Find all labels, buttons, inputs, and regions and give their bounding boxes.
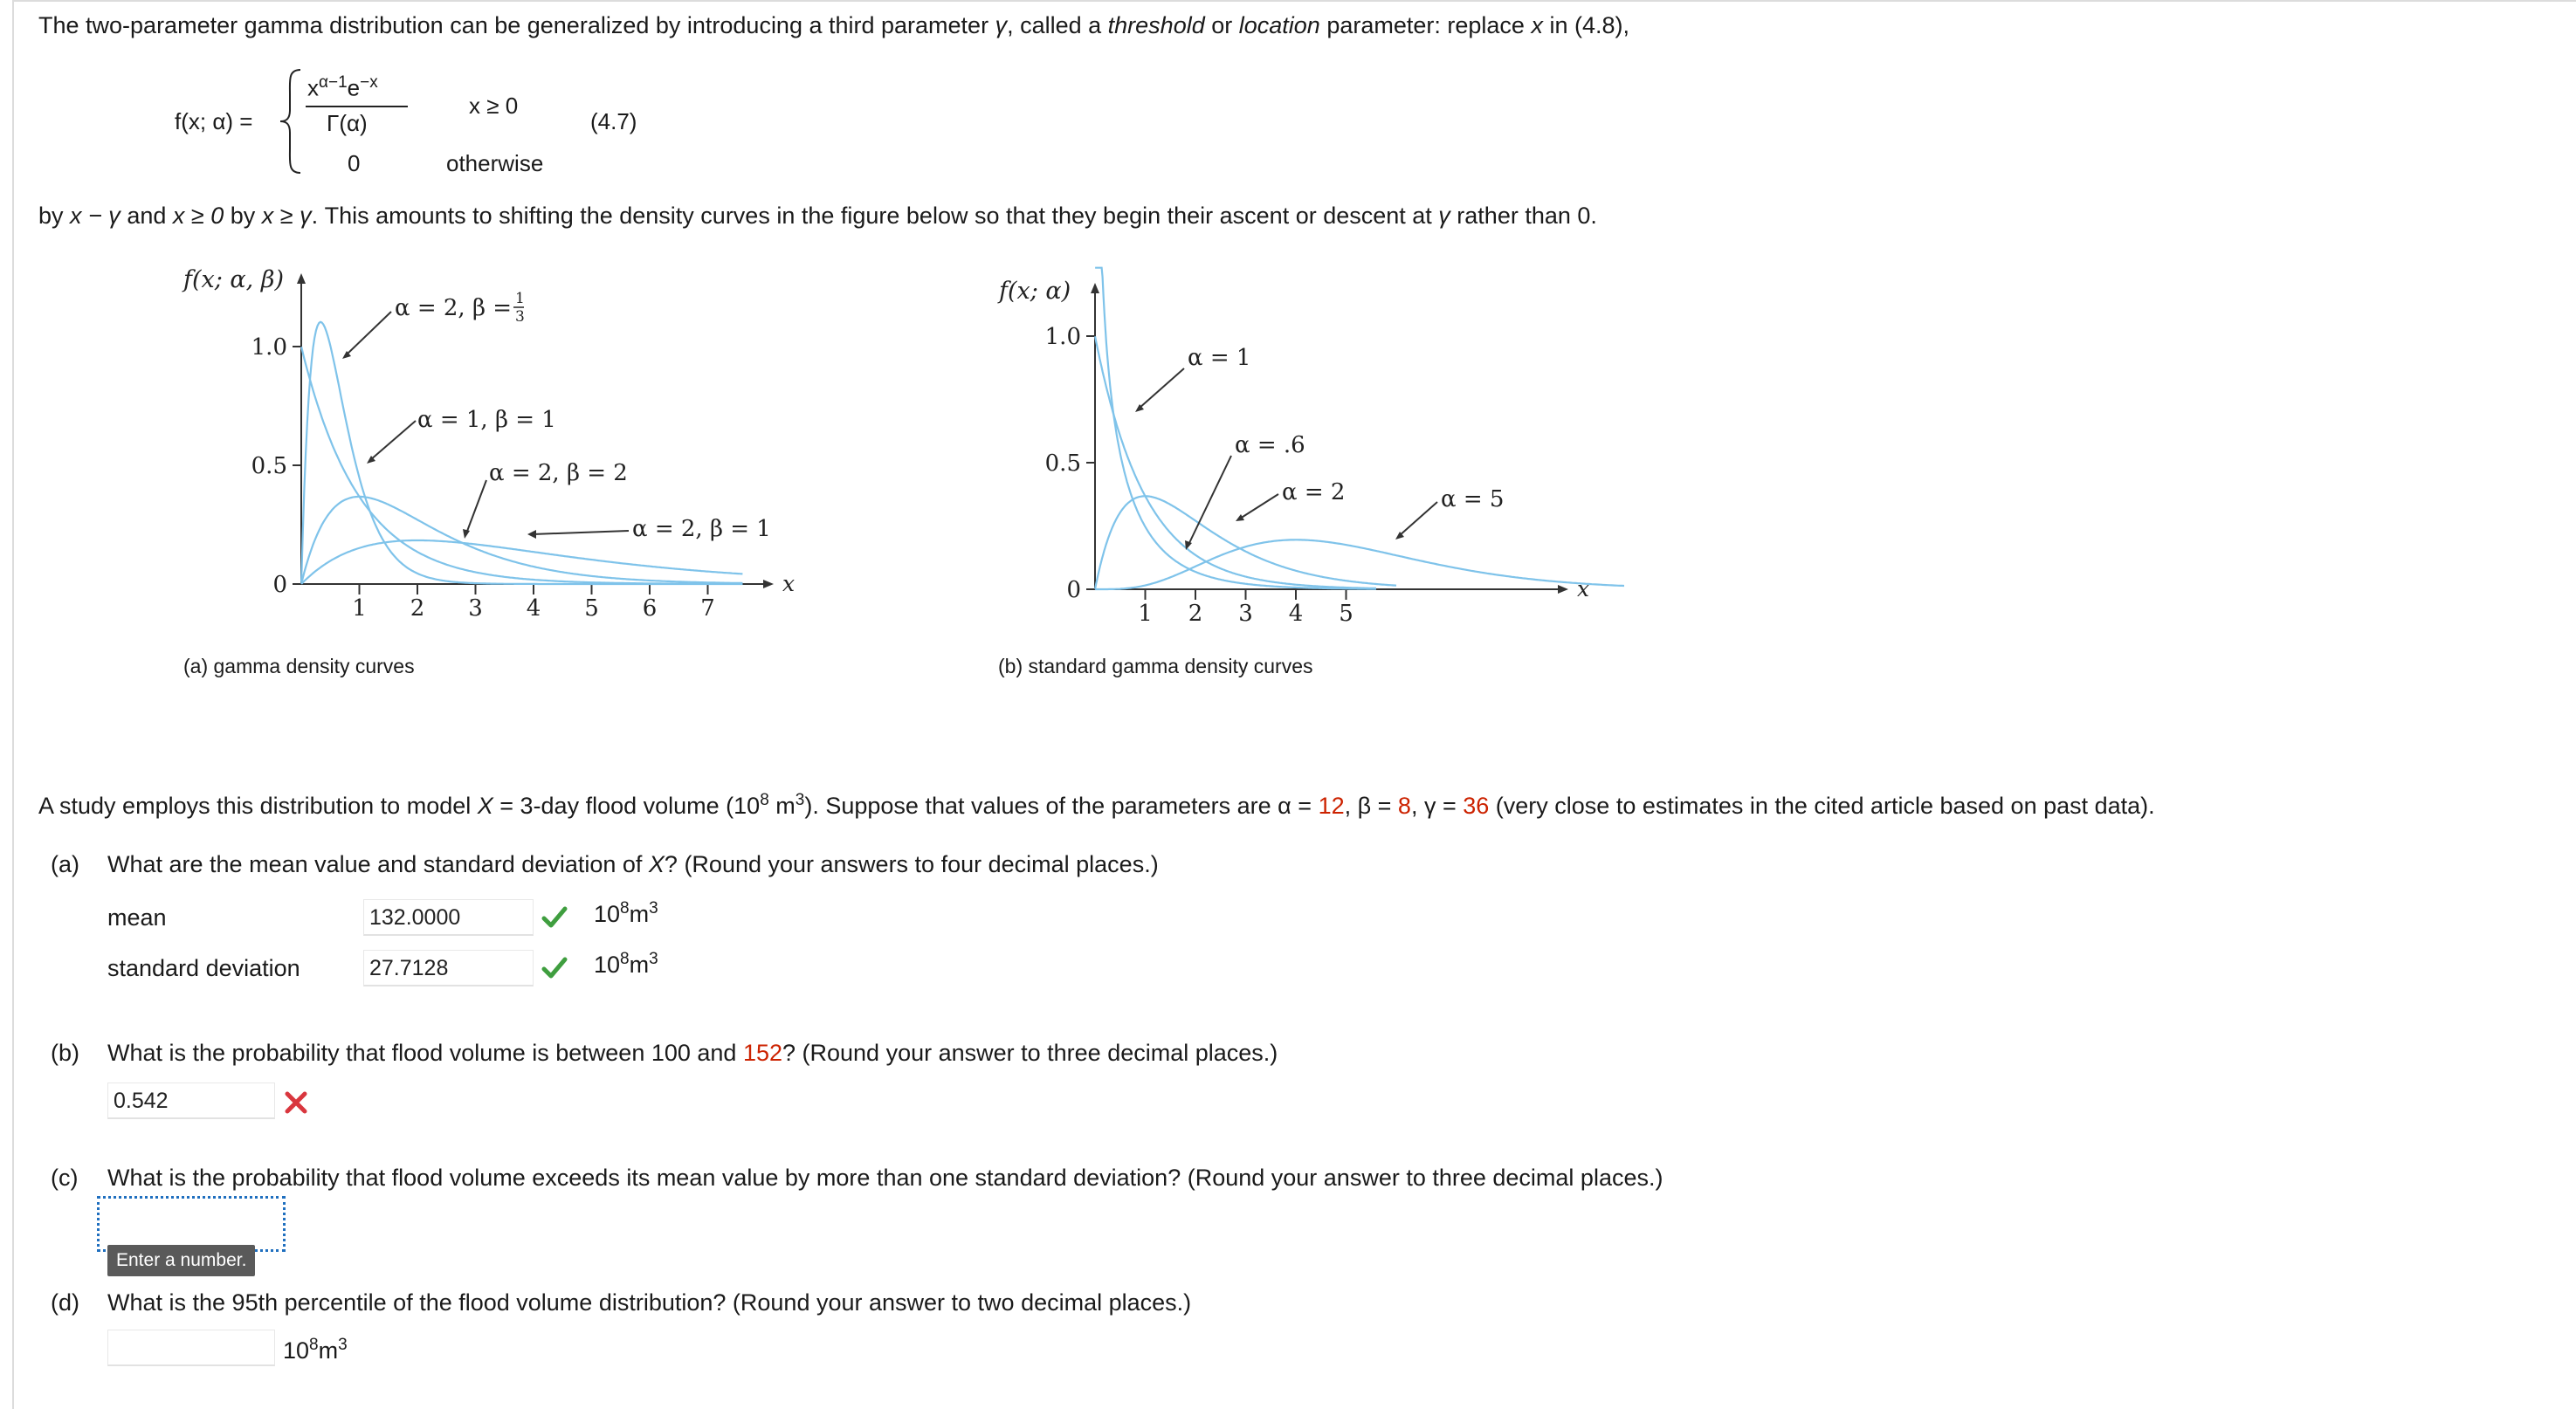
left-brace — [278, 68, 304, 175]
mean-label: mean — [107, 904, 167, 931]
curve-alpha2-beta-third — [301, 322, 742, 584]
fig-a-y-tick-label: 1.0 — [251, 334, 287, 361]
fig-a-arrowhead-4 — [527, 530, 536, 539]
question-b-text — [107, 1040, 1278, 1067]
study-part: = 3-day flood volume (10 — [492, 793, 761, 819]
num-e: e — [347, 74, 361, 101]
fig-a-y-arrow — [297, 273, 306, 284]
fig-b-arrowhead-2 — [1185, 540, 1192, 550]
sd-unit — [594, 950, 658, 979]
beta-value: 8 — [1397, 793, 1411, 819]
fig-a-label-1-num: 1 — [515, 290, 525, 307]
sd-input[interactable]: 27.7128 — [363, 950, 534, 986]
question-c-label: (c) — [51, 1165, 79, 1191]
qa-part: What are the mean value and standard deviation of — [107, 851, 649, 877]
fig-b-y-tick-label: 1.0 — [1044, 324, 1081, 350]
check-icon — [541, 905, 568, 930]
sd-label: standard deviation — [107, 955, 300, 981]
shift-text — [38, 203, 1597, 230]
fig-b-xlabel: x — [1577, 576, 1590, 601]
question-a-text — [107, 851, 1159, 878]
curve-std-alpha2 — [1095, 496, 1396, 588]
question-b-label: (b) — [51, 1040, 79, 1066]
formula-denominator: Γ(α) — [327, 110, 368, 136]
gamma-symbol: γ — [1438, 203, 1450, 229]
fig-a-caption: (a) gamma density curves — [183, 655, 415, 677]
var-x: x — [1531, 12, 1543, 38]
term-threshold: threshold — [1107, 12, 1205, 38]
fig-a-x-tick-label: 5 — [584, 595, 599, 622]
study-statement — [38, 791, 2155, 820]
unit-exp3: 3 — [649, 950, 658, 968]
unit-exp8: 8 — [309, 1336, 319, 1354]
fig-b-x-arrow — [1558, 585, 1568, 594]
gamma-symbol: γ — [995, 12, 1008, 38]
mean-unit — [594, 899, 658, 928]
fig-a-label-4: α = 2, β = 1 — [632, 516, 771, 542]
formula-condition-2: otherwise — [446, 150, 544, 176]
fig-b-x-ticks — [1138, 589, 1353, 627]
fig-b-label-1: α = 1 — [1188, 345, 1251, 371]
fig-b-caption: (b) standard gamma density curves — [998, 655, 1313, 677]
alpha-label: α = — [1278, 793, 1319, 819]
cross-icon — [284, 1090, 308, 1115]
fig-a-xlabel: x — [782, 571, 796, 596]
fig-a-curves — [301, 322, 742, 584]
unit-m: m — [318, 1337, 339, 1364]
formula-numerator — [307, 73, 378, 102]
figure-b-standard-gamma-curves — [987, 262, 1624, 646]
num-e-exp: −x — [360, 73, 378, 92]
fig-a-y-ticks — [251, 334, 301, 598]
fig-a-arrow-2 — [370, 421, 416, 460]
unit-m: m — [629, 901, 650, 927]
beta-label: , β = — [1344, 793, 1398, 819]
input-tooltip: Enter a number. — [107, 1245, 255, 1276]
study-part: m — [768, 793, 796, 819]
prob-c-input[interactable] — [97, 1196, 286, 1252]
question-a — [51, 851, 79, 878]
fig-a-label-2: α = 1, β = 1 — [417, 407, 556, 433]
intro-part: parameter: replace — [1319, 12, 1532, 38]
fig-b-x-tick-label: 3 — [1238, 601, 1253, 627]
fig-a-arrowhead-3 — [463, 529, 470, 539]
fig-b-x-tick-label: 1 — [1138, 601, 1153, 627]
unit-exp3: 3 — [338, 1336, 348, 1354]
fig-b-y-ticks — [1045, 324, 1095, 603]
percentile-unit — [283, 1336, 348, 1364]
shift-part: . This amounts to shifting the density curves in the figure below so that they begin their ascent or descent at — [311, 203, 1439, 229]
fig-a-x-tick-label: 3 — [468, 595, 483, 622]
figure-a-gamma-curves — [166, 258, 830, 642]
study-part: (very close to estimates in the cited article based on past data). — [1489, 793, 2155, 819]
fig-a-x-ticks — [352, 584, 715, 622]
shift-part: by — [38, 203, 71, 229]
alpha-value: 12 — [1318, 793, 1345, 819]
fig-b-y-tick-label: 0 — [1066, 577, 1081, 603]
fig-b-x-tick-label: 5 — [1339, 601, 1353, 627]
fig-a-x-arrow — [763, 580, 774, 588]
fig-a-label-1-den: 3 — [515, 308, 525, 326]
num-exp: α−1 — [319, 73, 348, 92]
curve-alpha2-beta2 — [301, 540, 742, 584]
shift-part: and — [120, 203, 173, 229]
sup-3: 3 — [795, 791, 805, 809]
study-part: A study employs this distribution to model — [38, 793, 478, 819]
fig-a-x-tick-label: 6 — [642, 595, 658, 622]
fig-b-arrow-1 — [1139, 368, 1184, 409]
fig-b-arrow-4 — [1399, 502, 1437, 536]
fig-b-label-2: α = .6 — [1235, 432, 1305, 458]
num-x: x — [307, 74, 319, 101]
unit-base: 10 — [283, 1337, 310, 1364]
fig-b-y-tick-label: 0.5 — [1044, 450, 1081, 477]
fig-a-x-tick-label: 7 — [700, 595, 715, 622]
fig-b-y-arrow — [1091, 283, 1099, 293]
fig-a-ylabel: f(x; α, β) — [183, 266, 284, 293]
fig-b-x-tick-label: 4 — [1288, 601, 1304, 627]
fig-b-ylabel: f(x; α) — [999, 278, 1071, 305]
gamma-value: 36 — [1463, 793, 1490, 819]
intro-text — [38, 12, 1629, 39]
check-icon — [541, 956, 568, 980]
fig-b-label-3: α = 2 — [1282, 479, 1346, 505]
prob-b-input[interactable]: 0.542 — [107, 1083, 275, 1119]
qb-part: What is the probability that flood volume is between 100 and — [107, 1040, 743, 1066]
mean-input[interactable]: 132.0000 — [363, 899, 534, 936]
question-c-text: What is the probability that flood volume exceeds its mean value by more than one standard deviation? (Round your answer to three decimal places.) — [107, 1165, 1663, 1191]
qa-part: ? (Round your answers to four decimal places.) — [664, 851, 1159, 877]
unit-base: 10 — [594, 952, 621, 978]
fig-a-x-tick-label: 4 — [526, 595, 541, 622]
question-d-text: What is the 95th percentile of the flood volume distribution? (Round your answer to two decimal places.) — [107, 1289, 1192, 1316]
curve-std-alpha-0-6 — [1095, 268, 1376, 589]
fig-b-x-tick-label: 2 — [1188, 601, 1203, 627]
qb-upper-value: 152 — [742, 1040, 782, 1066]
percentile-d-input[interactable] — [107, 1330, 275, 1366]
fig-a-label-3: α = 2, β = 2 — [489, 460, 628, 486]
intro-part: in (4.8), — [1542, 12, 1629, 38]
var-X: X — [477, 793, 493, 819]
question-a-label: (a) — [51, 851, 79, 877]
shift-part: rather than 0. — [1450, 203, 1597, 229]
fig-a-x-tick-label: 1 — [352, 595, 367, 622]
intro-part: or — [1204, 12, 1239, 38]
shift-part: x ≥ γ — [261, 203, 312, 229]
unit-exp8: 8 — [620, 950, 630, 968]
fig-a-x-tick-label: 2 — [410, 595, 425, 622]
formula-lhs: f(x; α) = — [175, 108, 253, 134]
fig-b-arrow-3 — [1240, 494, 1278, 519]
fig-b-label-4: α = 5 — [1441, 486, 1505, 512]
shift-part: x − γ — [70, 203, 121, 229]
formula-case-2: 0 — [348, 150, 361, 176]
qb-part: ? (Round your answer to three decimal places.) — [782, 1040, 1278, 1066]
shift-part: by — [224, 203, 262, 229]
intro-part: , called a — [1007, 12, 1108, 38]
fig-a-arrow-1 — [346, 312, 391, 355]
unit-base: 10 — [594, 901, 621, 927]
question-d-label: (d) — [51, 1289, 79, 1316]
fig-b-arrowhead-3 — [1236, 514, 1244, 521]
var-X: X — [648, 851, 665, 877]
term-location: location — [1238, 12, 1320, 38]
fig-a-y-tick-label: 0.5 — [251, 453, 287, 479]
intro-part: The two-parameter gamma distribution can be generalized by introducing a third parameter — [38, 12, 995, 38]
fig-a-arrow-3 — [466, 480, 486, 533]
fraction-bar — [306, 106, 408, 107]
sup-8: 8 — [760, 791, 769, 809]
fig-b-curves — [1095, 268, 1624, 589]
fig-a-label-1: α = 2, β = — [395, 295, 513, 321]
shift-part: x ≥ 0 — [172, 203, 224, 229]
unit-m: m — [629, 952, 650, 978]
gamma-label: , γ = — [1410, 793, 1464, 819]
fig-a-arrow-4 — [533, 531, 629, 534]
fig-a-y-tick-label: 0 — [272, 572, 287, 598]
study-part: ). Suppose that values of the parameters are — [804, 793, 1278, 819]
unit-exp3: 3 — [649, 899, 658, 918]
unit-exp8: 8 — [620, 899, 630, 918]
equation-number: (4.7) — [590, 108, 637, 134]
formula-condition-1: x ≥ 0 — [469, 93, 519, 119]
